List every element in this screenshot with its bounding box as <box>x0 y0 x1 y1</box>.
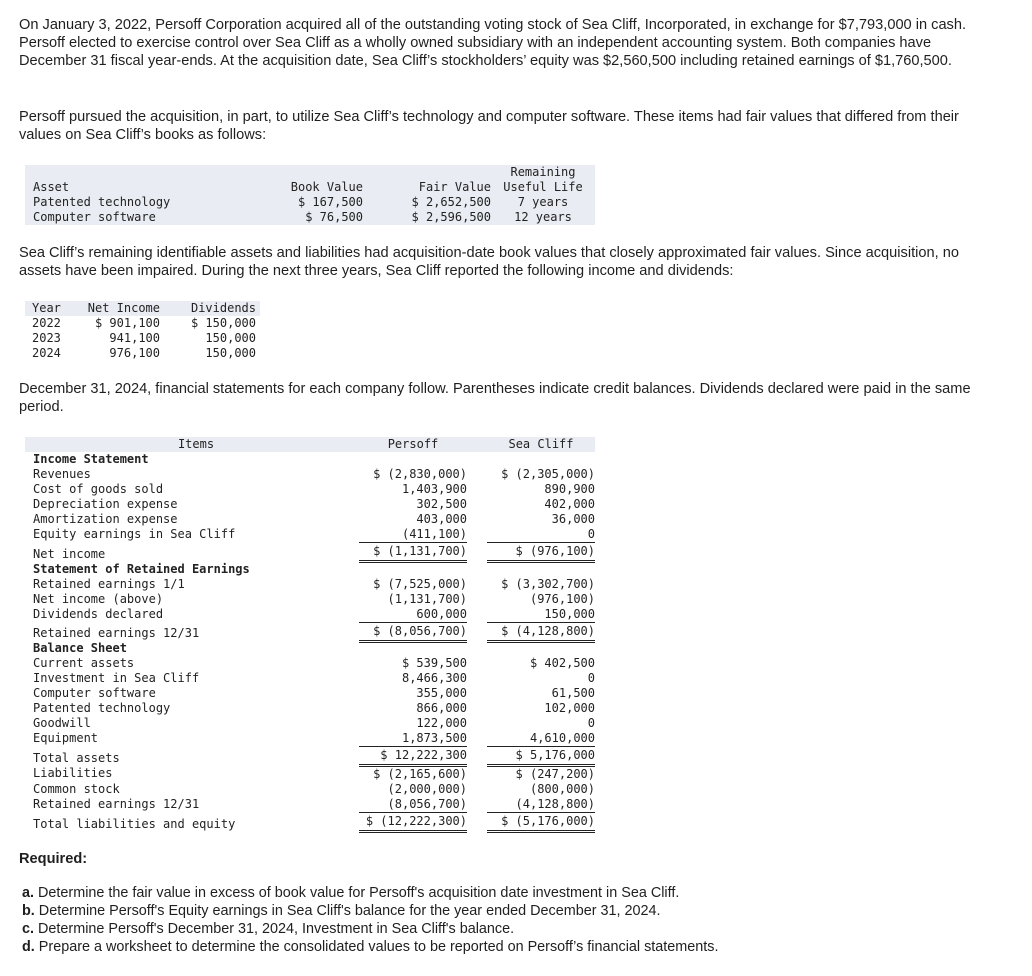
cell-sea-cliff: (800,000) <box>529 782 595 796</box>
cell-asset: Computer software <box>33 210 156 224</box>
list-item <box>22 920 718 938</box>
table-row <box>25 797 595 813</box>
cell-sea-cliff: $ 5,176,000 <box>487 747 595 766</box>
cell-sea-cliff: 0 <box>587 671 595 685</box>
cell-year: 2023 <box>32 331 61 345</box>
row-label: Total liabilities and equity <box>33 816 236 831</box>
cell-dividends: 150,000 <box>205 346 256 360</box>
cell-sea-cliff: 0 <box>587 716 595 730</box>
header-fair-value: Fair Value <box>418 180 491 194</box>
cell-book: $ 167,500 <box>297 195 363 209</box>
cell-persoff: 403,000 <box>416 512 467 526</box>
section-retained-earnings: Statement of Retained Earnings <box>33 561 250 576</box>
table-row <box>25 482 595 497</box>
table-row <box>25 671 595 686</box>
row-label: Revenues <box>33 467 91 481</box>
cell-year: 2024 <box>32 346 61 360</box>
row-label: Computer software <box>33 686 156 700</box>
cell-dividends: $ 150,000 <box>190 316 256 330</box>
cell-sea-cliff: 402,000 <box>544 497 595 511</box>
row-label: Current assets <box>33 656 135 670</box>
row-label: Investment in Sea Cliff <box>33 671 200 685</box>
cell-persoff: (2,000,000) <box>387 782 467 796</box>
cell-sea-cliff: $ (3,302,700) <box>501 576 595 591</box>
table-row <box>25 331 260 346</box>
row-label: Net income <box>33 546 106 561</box>
intro-paragraph-1: On January 3, 2022, Persoff Corporation acquired all of the outstanding voting stock of Sea Cliff, Incorporated, in exchange for $7,793,000 in cash. Persoff elected to exercise control over Sea Cliff as a wholly owned subsidiary with an independent accounting system. Both companies have December 31 fiscal year-ends. At the acquisition date, Sea Cliff’s stockholders’ equity was $2,560,500 including retained earnings of $1,760,500. <box>19 17 967 69</box>
table-row <box>25 346 260 361</box>
table-row <box>25 701 595 716</box>
section-income-statement: Income Statement <box>33 452 149 466</box>
row-label: Retained earnings 12/31 <box>33 626 200 640</box>
table-row <box>25 731 595 747</box>
list-item <box>22 938 718 956</box>
table-row <box>25 527 595 543</box>
cell-persoff: 122,000 <box>416 716 467 730</box>
item-letter: d. <box>22 939 35 955</box>
table-row <box>25 716 595 731</box>
cell-sea-cliff: $ (4,128,800) <box>487 622 595 641</box>
item-letter: c. <box>22 921 35 937</box>
cell-dividends: 150,000 <box>205 331 256 345</box>
cell-persoff: 302,500 <box>416 497 467 511</box>
item-text: Prepare a worksheet to determine the consolidated values to be reported on Persoff’s financial statements. <box>38 939 719 955</box>
table-row <box>25 195 595 210</box>
header-book-value: Book Value <box>290 180 363 194</box>
row-label: Goodwill <box>33 716 91 730</box>
row-label: Amortization expense <box>33 512 178 526</box>
cell-persoff: $ (2,830,000) <box>373 467 467 481</box>
cell-persoff: 600,000 <box>359 607 467 623</box>
cell-persoff: $ (12,222,300) <box>359 813 467 832</box>
header-net-income: Net Income <box>87 301 160 315</box>
cell-persoff: (8,056,700) <box>359 797 467 813</box>
table-row <box>25 656 595 671</box>
table-row <box>25 782 595 797</box>
cell-sea-cliff: (4,128,800) <box>487 797 595 813</box>
cell-net-income: $ 901,100 <box>94 316 160 330</box>
cell-net-income: 976,100 <box>109 346 160 360</box>
cell-sea-cliff: $ (2,305,000) <box>501 467 595 481</box>
row-label: Net income (above) <box>33 591 164 606</box>
table-row <box>25 497 595 512</box>
header-items: Items <box>177 437 215 451</box>
intro-paragraph-3: Sea Cliff’s remaining identifiable assets and liabilities had acquisition-date book values that closely approximated fair values. Since acquisition, no assets have been impaired. During the next three years, Sea Cliff reported the following income and dividends: <box>19 245 959 279</box>
row-label: Dividends declared <box>33 606 164 621</box>
table-row <box>25 512 595 527</box>
cell-persoff: 1,873,500 <box>359 731 467 747</box>
table-row <box>25 592 595 607</box>
cell-sea-cliff: (976,100) <box>529 591 595 606</box>
intro-paragraph-2: Persoff pursued the acquisition, in part, to utilize Sea Cliff’s technology and computer software. These items had fair values that differed from their values on Sea Cliff’s books as follows: <box>19 109 959 143</box>
row-label: Cost of goods sold <box>33 482 164 496</box>
cell-asset: Patented technology <box>33 195 171 209</box>
row-label: Equipment <box>33 731 99 746</box>
table-row <box>25 210 595 225</box>
cell-persoff: $ (1,131,700) <box>359 543 467 562</box>
list-item <box>22 884 718 902</box>
cell-sea-cliff: $ (247,200) <box>515 767 595 781</box>
header-remaining: Remaining <box>510 165 576 179</box>
item-text: Determine Persoff's December 31, 2024, Investment in Sea Cliff's balance. <box>38 921 515 937</box>
cell-persoff: 1,403,900 <box>401 482 467 496</box>
row-label: Retained earnings 12/31 <box>33 797 200 812</box>
cell-life: 7 years <box>517 195 569 209</box>
table-row <box>25 467 595 482</box>
cell-persoff: (1,131,700) <box>387 591 467 606</box>
cell-persoff: (411,100) <box>359 527 467 543</box>
row-label: Total assets <box>33 750 120 765</box>
income-dividends-table <box>25 301 260 361</box>
item-letter: b. <box>22 903 35 919</box>
cell-sea-cliff: 890,900 <box>544 482 595 496</box>
cell-sea-cliff: $ (976,100) <box>487 543 595 562</box>
section-balance-sheet: Balance Sheet <box>33 641 127 655</box>
cell-sea-cliff: 36,000 <box>551 512 595 526</box>
table-row <box>25 543 595 562</box>
cell-year: 2022 <box>32 316 61 330</box>
cell-sea-cliff: $ (5,176,000) <box>487 813 595 832</box>
row-label: Common stock <box>33 782 120 796</box>
table-row <box>25 747 595 766</box>
row-label: Retained earnings 1/1 <box>33 576 185 591</box>
cell-persoff: $ (7,525,000) <box>373 576 467 591</box>
item-text: Determine the fair value in excess of book value for Persoff's acquisition date investment in Sea Cliff. <box>38 885 680 901</box>
header-persoff: Persoff <box>387 437 439 451</box>
row-label: Patented technology <box>33 701 171 715</box>
cell-sea-cliff: 0 <box>487 527 595 543</box>
header-year: Year <box>32 301 61 315</box>
financial-statements-table <box>25 437 595 833</box>
table-row <box>25 686 595 701</box>
cell-persoff: 355,000 <box>416 686 467 700</box>
cell-book: $ 76,500 <box>305 210 363 224</box>
header-sea-cliff: Sea Cliff <box>508 437 574 451</box>
table-row <box>25 766 595 783</box>
cell-sea-cliff: 150,000 <box>487 607 595 623</box>
cell-persoff: $ 539,500 <box>401 656 467 670</box>
cell-persoff: 8,466,300 <box>401 671 467 685</box>
header-asset: Asset <box>33 180 70 194</box>
item-letter: a. <box>22 885 35 901</box>
header-useful-life: Useful Life <box>503 180 583 194</box>
asset-fair-value-table <box>25 165 595 225</box>
list-item <box>22 902 718 920</box>
cell-sea-cliff: 102,000 <box>544 701 595 715</box>
item-text: Determine Persoff's Equity earnings in Sea Cliff's balance for the year ended December 31, 2024. <box>38 903 661 919</box>
cell-life: 12 years <box>514 210 572 224</box>
table-row <box>25 607 595 623</box>
cell-fair: $ 2,652,500 <box>411 195 491 209</box>
cell-persoff: $ 12,222,300 <box>359 747 467 766</box>
header-dividends: Dividends <box>190 301 256 315</box>
table-row <box>25 622 595 641</box>
cell-sea-cliff: $ 402,500 <box>529 656 595 670</box>
required-heading: Required: <box>19 851 88 867</box>
row-label: Depreciation expense <box>33 497 178 511</box>
required-list <box>22 884 718 956</box>
cell-persoff: 866,000 <box>416 701 467 715</box>
cell-net-income: 941,100 <box>109 331 160 345</box>
row-label: Liabilities <box>33 766 113 781</box>
cell-fair: $ 2,596,500 <box>411 210 491 224</box>
cell-sea-cliff: 61,500 <box>551 686 595 700</box>
cell-sea-cliff: 4,610,000 <box>487 731 595 747</box>
table-row <box>25 577 595 592</box>
intro-paragraph-4: December 31, 2024, financial statements for each company follow. Parentheses indicate credit balances. Dividends declared were paid in the same period. <box>19 381 971 415</box>
table-row <box>25 813 595 832</box>
table-row <box>25 316 260 331</box>
cell-persoff: $ (2,165,600) <box>373 767 467 781</box>
cell-persoff: $ (8,056,700) <box>359 622 467 641</box>
row-label: Equity earnings in Sea Cliff <box>33 527 236 542</box>
